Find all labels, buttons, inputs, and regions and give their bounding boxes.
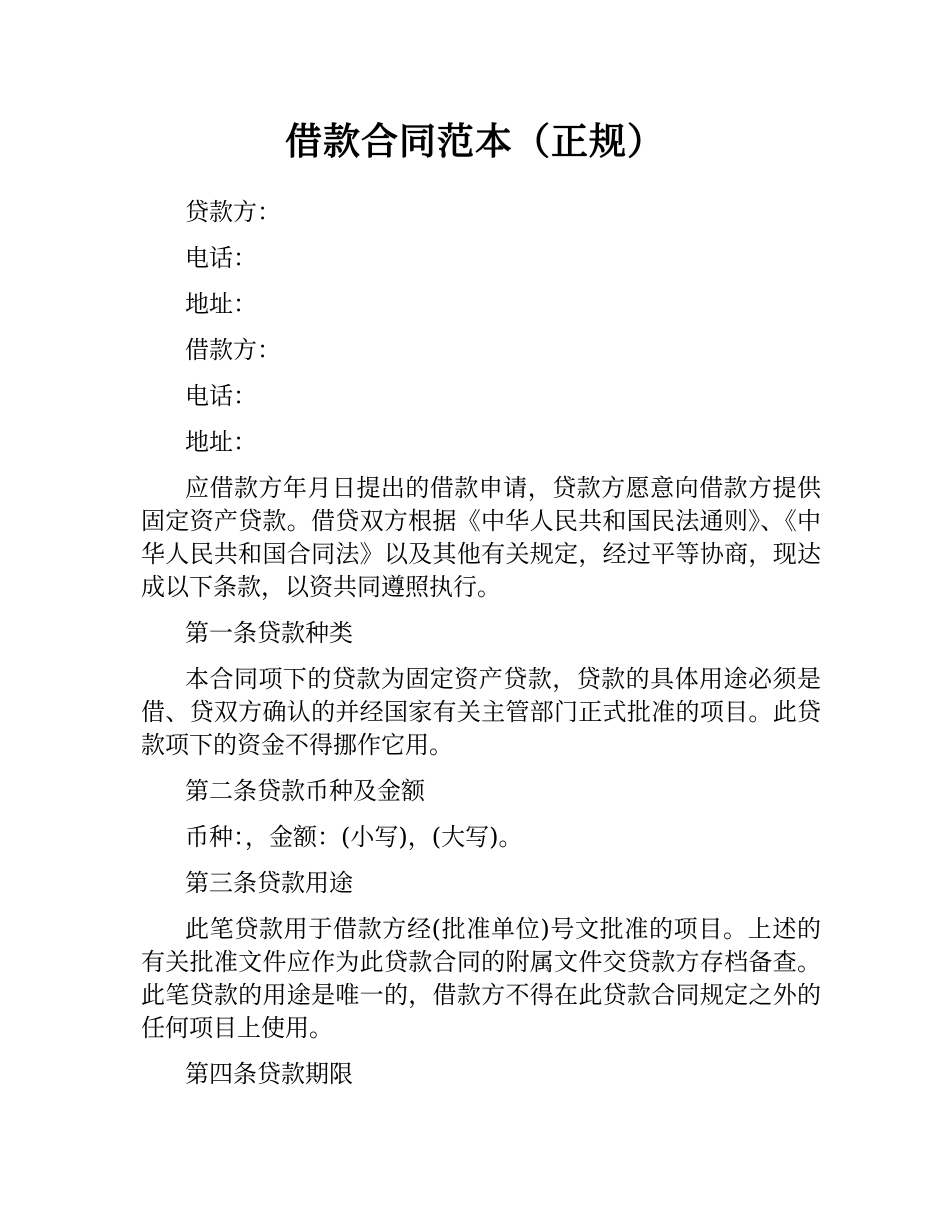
article-3-heading: 第三条贷款用途 (185, 869, 353, 897)
article-2-body: 币种：，金额：(小写)，(大写)。 (185, 823, 523, 851)
document-title: 借款合同范本（正规） (285, 120, 665, 163)
borrower-address-label: 地址： (185, 428, 257, 456)
lender-label: 贷款方： (185, 198, 281, 226)
lender-phone-label: 电话： (185, 244, 257, 272)
article-4-heading: 第四条贷款期限 (185, 1060, 353, 1088)
article-3-body: 此笔贷款用于借款方经(批准单位)号文批准的项目。上述的有关批准文件应作为此贷款合同的附属文件交贷款方存档备查。此笔贷款的用途是唯一的，借款方不得在此贷款合同规定之外的任何项目上使用。 (141, 915, 821, 1042)
article-1-heading: 第一条贷款种类 (185, 619, 353, 647)
borrower-phone-label: 电话： (185, 382, 257, 410)
preamble-paragraph: 应借款方年月日提出的借款申请，贷款方愿意向借款方提供固定资产贷款。借贷双方根据《中华人民共和国民法通则》、《中华人民共和国合同法》以及其他有关规定，经过平等协商，现达成以下条款，以资共同遵照执行。 (141, 474, 821, 601)
lender-address-label: 地址： (185, 290, 257, 318)
borrower-label: 借款方： (185, 336, 281, 364)
document-body (141, 196, 821, 1104)
article-1-body: 本合同项下的贷款为固定资产贷款，贷款的具体用途必须是借、贷双方确认的并经国家有关主管部门正式批准的项目。此贷款项下的资金不得挪作它用。 (141, 665, 821, 759)
article-2-heading: 第二条贷款币种及金额 (185, 777, 425, 805)
